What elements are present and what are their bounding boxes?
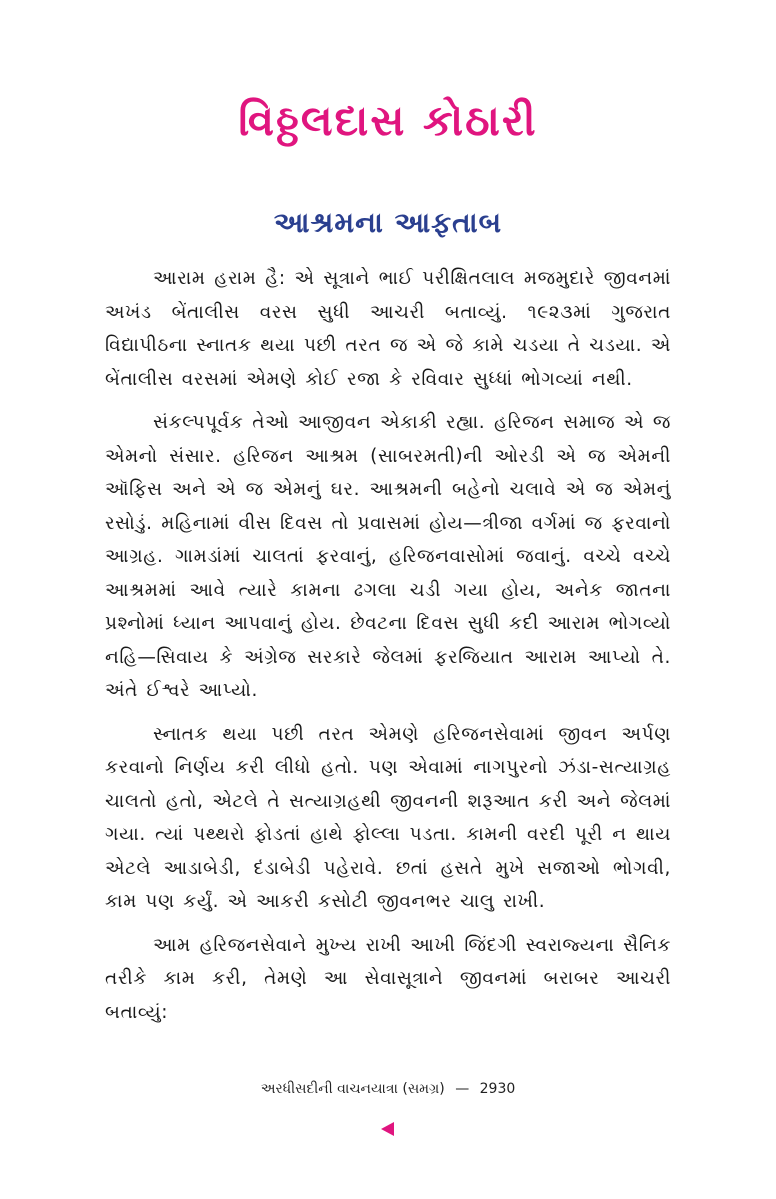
paragraph: આરામ હરામ હૈ: એ સૂત્રાને ભાઈ પરીક્ષિતલાલ મજમુદારે જીવનમાં અખંડ બેંતાલીસ વરસ સુધી આચરી બતાવ્યું. ૧૯૨૩માં ગુજરાત વિદ્યાપીઠના સ્નાતક થયા પછી તરત જ એ જે કામે ચડયા તે ચડયા. એ બેંતાલીસ વરસમાં એમણે કોઈ રજા કે રવિવાર સુધ્ધાં ભોગવ્યાં નથી. [105, 268, 671, 390]
page-footer [0, 1081, 776, 1097]
paragraph: આમ હરિજનસેવાને મુખ્ય રાખી આખી જિંદગી સ્વરાજ્યના સૈનિક તરીકે કામ કરી, તેમણે આ સેવાસૂત્રાને જીવનમાં બરાબર આચરી બતાવ્યું: [105, 934, 671, 1023]
left-triangle-icon[interactable] [381, 1122, 394, 1136]
article-body [105, 262, 671, 1039]
paragraph: સ્નાતક થયા પછી તરત એમણે હરિજનસેવામાં જીવન અર્પણ કરવાનો નિર્ણય કરી લીધો હતો. પણ એવામાં નાગપુરનો ઝંડા-સત્યાગ્રહ ચાલતો હતો, એટલે તે સત્યાગ્રહથી જીવનની શરૂઆત કરી અને જેલમાં ગયા. ત્યાં પથ્થરો ફોડતાં હાથે ફોલ્લા પડતા. કામની વરદી પૂરી ન થાય એટલે આડાબેડી, દંડાબેડી પહેરાવે. છતાં હસતે મુખે સજાઓ ભોગવી, કામ પણ કર્યું. એ આકરી કસોટી જીવનભર ચાલુ રાખી. [105, 723, 671, 912]
page-number: 2930 [479, 1081, 516, 1097]
footer-separator: — [455, 1081, 470, 1097]
article-title: આશ્રમના આફતાબ [273, 206, 503, 239]
paragraph: સંકલ્પપૂર્વક તેઓ આજીવન એકાકી રહ્યા. હરિજન સમાજ એ જ એમનો સંસાર. હરિજન આશ્રમ (સાબરમતી)ની ઓરડી એ જ એમની ઑફિસ અને એ જ એમનું ઘર. આશ્રમની બહેનો ચલાવે એ જ એમનું રસોડું. મહિનામાં વીસ દિવસ તો પ્રવાસમાં હોય—ત્રીજા વર્ગમાં જ ફરવાનો આગ્રહ. ગામડાંમાં ચાલતાં ફરવાનું, હરિજનવાસોમાં જવાનું. વચ્ચે વચ્ચે આશ્રમમાં આવે ત્યારે કામના ઢગલા ચડી ગયા હોય, અનેક જાતના પ્રશ્નોમાં ધ્યાન આપવાનું હોય. છેવટના દિવસ સુધી કદી આરામ ભોગવ્યો નહિ—સિવાય કે અંગ્રેજ સરકારે જેલમાં ફરજિયાત આરામ આપ્યો તે. અંતે ઈશ્વરે આપ્યો. [105, 412, 671, 701]
book-title: અરધીસદીની વાચનયાત્રા (સમગ્ર) [260, 1081, 445, 1097]
author-heading: વિઠ્ઠલદાસ કોઠારી [238, 96, 538, 145]
